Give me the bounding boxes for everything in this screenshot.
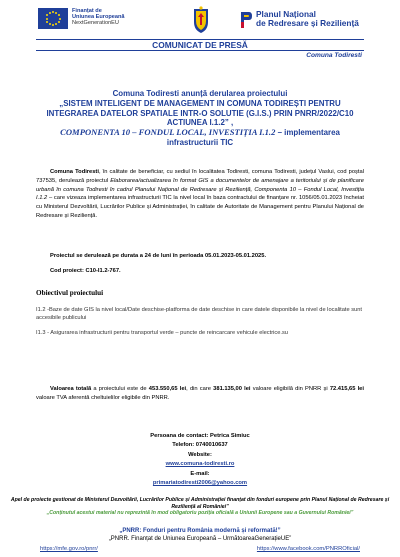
eu-star-icon <box>49 12 51 14</box>
project-duration: Proiectul se derulează pe durata a 24 de luni în perioada 05.01.2023-05.01.2025. <box>50 253 267 259</box>
project-description <box>36 168 364 221</box>
eu-star-icon <box>55 23 57 25</box>
email-link[interactable]: primariatodiresti2006@yahoo.com <box>152 480 248 487</box>
value-text-2: , din care <box>186 386 214 392</box>
header-logos <box>38 6 364 40</box>
footer-funding-note: Apel de proiecte gestionat de Ministerul Dezvoltării, Lucrărilor Publice și Administrației finanțat din fonduri europene prin Planul Național de Redresare și Reziliență al României” <box>10 497 390 510</box>
objective-item: I1.2 -Baze de date GIS la nivel local/Date deschise-platforma de date deschise in care datele disponibile la nivel de localitate sunt accesibile publicului <box>36 307 362 321</box>
website-link[interactable]: www.comuna-todiresti.ro <box>165 461 235 468</box>
value-vat: 72.415,65 lei <box>329 386 364 392</box>
value-total: 453.550,65 lei <box>148 386 187 392</box>
title-project-name: „SISTEM INTELIGENT DE MANAGEMENT IN COMUNA TODIREȘTI PENTRU INTEGRAREA DATELOR SPATIALE INTR-O SOLUTIE (G.I.S.) PRIN PNRR/2022/C10 ACTIUNEA I.1.2” , <box>46 98 354 128</box>
footer-disclaimer <box>0 497 400 517</box>
facebook-pnrr-link[interactable]: https://www.facebook.com/PNRROficial/ <box>256 546 360 552</box>
eu-star-icon <box>52 11 54 13</box>
eu-star-icon <box>58 14 60 16</box>
press-release-label: COMUNICAT DE PRESĂ <box>152 40 248 50</box>
value-text-1: a proiectului este de <box>91 386 149 392</box>
contact-phone: Telefon: 0740010637 <box>172 442 228 449</box>
eu-star-icon <box>58 21 60 23</box>
romania-coat-of-arms-icon <box>190 6 212 34</box>
title-component <box>36 128 364 148</box>
pnrr-mark-icon <box>240 10 253 30</box>
subheader-divider <box>36 50 364 51</box>
value-label: Valoarea totală <box>50 386 92 392</box>
eu-funding-text <box>72 8 125 27</box>
eu-star-icon <box>49 23 51 25</box>
contact-block <box>0 432 400 488</box>
eu-star-icon <box>46 21 48 23</box>
description-project-italic: Elaborarea/actualizarea în format GIS a documentelor de amenajare a teritoriului și de planificare urbană <box>36 177 364 193</box>
title-intro: Comuna Todiresti anunță derularea proiectului <box>112 89 288 98</box>
mfe-pnrr-link[interactable]: https://mfe.gov.ro/pnrr/ <box>40 546 98 552</box>
beneficiary-name: Comuna Todiresti <box>50 169 99 175</box>
pnrr-logo <box>240 10 359 30</box>
objective-item: I1.3 - Asigurarea infrastructurii pentru transportul verde – puncte de reincarcare vehicule electrice.su <box>36 330 288 336</box>
pnrr-financing-line: „PNRR. Finanțat de Uniunea Europeană – UrmătoareaGenerațieUE” <box>108 536 292 542</box>
eu-funding-logo <box>38 8 125 29</box>
objectives-title: Obiectivul proiectului <box>36 289 104 297</box>
eu-line3: NextGenerationEU <box>72 20 119 27</box>
description-text-2: în comuna Todiresti în cadrul Planului Național de Redresare și Reziliență, Componenta 10 – Fondul Local, Investiția I.1.2 <box>36 186 364 202</box>
eu-star-icon <box>46 14 48 16</box>
value-text-3: valoare eligibilă din PNRR și <box>250 386 330 392</box>
website-label: Website: <box>188 451 212 458</box>
project-title <box>36 89 364 148</box>
pnrr-line2: de Redresare și Reziliență <box>256 18 359 28</box>
value-eligible: 381.135,00 lei <box>213 386 251 392</box>
eu-star-icon <box>55 12 57 14</box>
title-component-rest: – implementarea infrastructurii TIC <box>166 128 340 147</box>
eu-line1: Finanțat de <box>72 8 102 14</box>
pnrr-slogan: „PNRR: Fonduri pentru România modernă și reformată!” <box>119 528 281 534</box>
project-code: Cod proiect: C10-I1.2-767. <box>50 268 121 274</box>
eu-flag-icon <box>38 8 68 29</box>
eu-star-icon <box>46 18 48 20</box>
value-text-4: valoare TVA aferentă cheltuielilor eligibile din PNRR. <box>36 394 170 401</box>
commune-label: Comuna Todiresti <box>306 52 362 59</box>
eu-star-icon <box>59 18 61 20</box>
footer-content-note: „Conținutul acestui material nu reprezintă în mod obligatoriu poziția oficială a Uniunii Europene sau a Guvernului României” <box>46 510 354 516</box>
contact-person: Persoana de contact: Petrica Simiuc <box>150 433 250 439</box>
eu-star-icon <box>52 24 54 26</box>
email-label: E-mail: <box>190 470 210 477</box>
pnrr-line1: Planul Național <box>256 9 316 19</box>
title-component-italic: COMPONENTA 10 – FONDUL LOCAL, INVESTIȚIA I.1.2 <box>60 127 276 138</box>
description-text-3: – care vizeaza implementarea infrastructurii TIC la nivel local în baza contractului de finanțare nr. 1056/05.01.2023 încheiat cu Ministerul Dezvoltării, Lucrărilor Publice și Administrației, în calitate de Autoritate de Management pentru Planului Național de Redresare și Reziliență. <box>36 195 364 219</box>
project-value <box>36 385 364 403</box>
pnrr-logo-text <box>256 10 359 28</box>
eu-line2: Uniunea Europeană <box>72 14 125 21</box>
description-text-1: , în calitate de beneficiar, cu sediul în localitatea Todiresti, comuna Todiresti, județul Vaslui, cod poștal 737535, derulează proiectul <box>36 169 365 184</box>
